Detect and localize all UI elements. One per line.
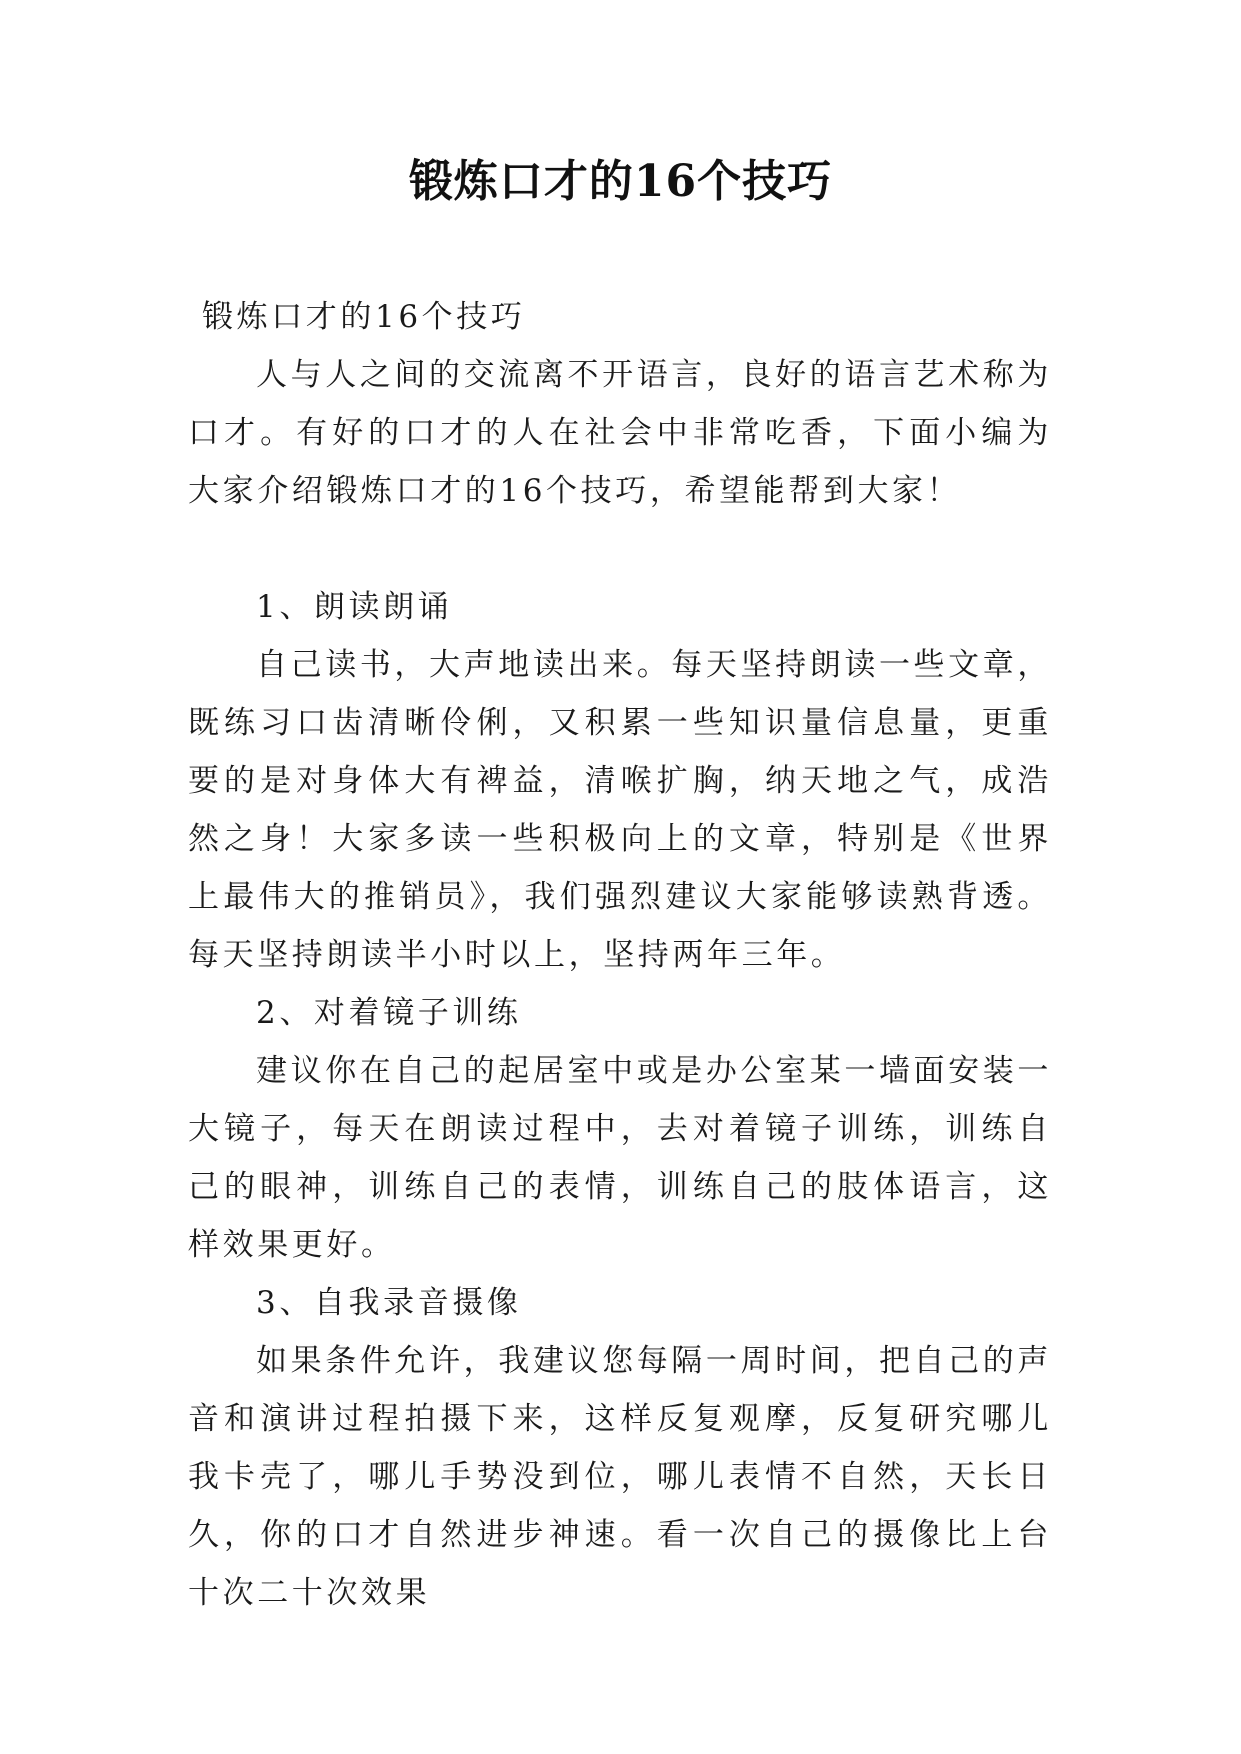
section-body-3: 如果条件允许，我建议您每隔一周时间，把自己的声音和演讲过程拍摄下来，这样反复观摩，反复研究哪儿我卡壳了，哪儿手势没到位，哪儿表情不自然，天长日久，你的口才自然进步神速。看一次自己的摄像比上台十次二十次效果 xyxy=(188,1343,1052,1611)
section-heading-2: 2、对着镜子训练 xyxy=(256,995,522,1031)
section-body-1: 自己读书，大声地读出来。每天坚持朗读一些文章，既练习口齿清晰伶俐，又积累一些知识量信息量，更重要的是对身体大有裨益，清喉扩胸，纳天地之气，成浩然之身！大家多读一些积极向上的文章，特别是《世界上最伟大的推销员》，我们强烈建议大家能够读熟背透。每天坚持朗读半小时以上，坚持两年三年。 xyxy=(188,647,1052,973)
paragraph-spacer xyxy=(188,520,1052,578)
section-body-2: 建议你在自己的起居室中或是办公室某一墙面安装一大镜子，每天在朗读过程中，去对着镜子训练，训练自己的眼神，训练自己的表情，训练自己的肢体语言，这样效果更好。 xyxy=(188,1053,1052,1263)
document-title: 锻炼口才的16个技巧 xyxy=(408,156,833,207)
document-subtitle: 锻炼口才的16个技巧 xyxy=(202,299,526,335)
section-heading-3: 3、自我录音摄像 xyxy=(256,1285,522,1321)
intro-paragraph: 人与人之间的交流离不开语言，良好的语言艺术称为口才。有好的口才的人在社会中非常吃香，下面小编为大家介绍锻炼口才的16个技巧，希望能帮到大家！ xyxy=(188,357,1052,509)
section-heading-1: 1、朗读朗诵 xyxy=(256,589,453,625)
document-body xyxy=(188,288,1052,1622)
